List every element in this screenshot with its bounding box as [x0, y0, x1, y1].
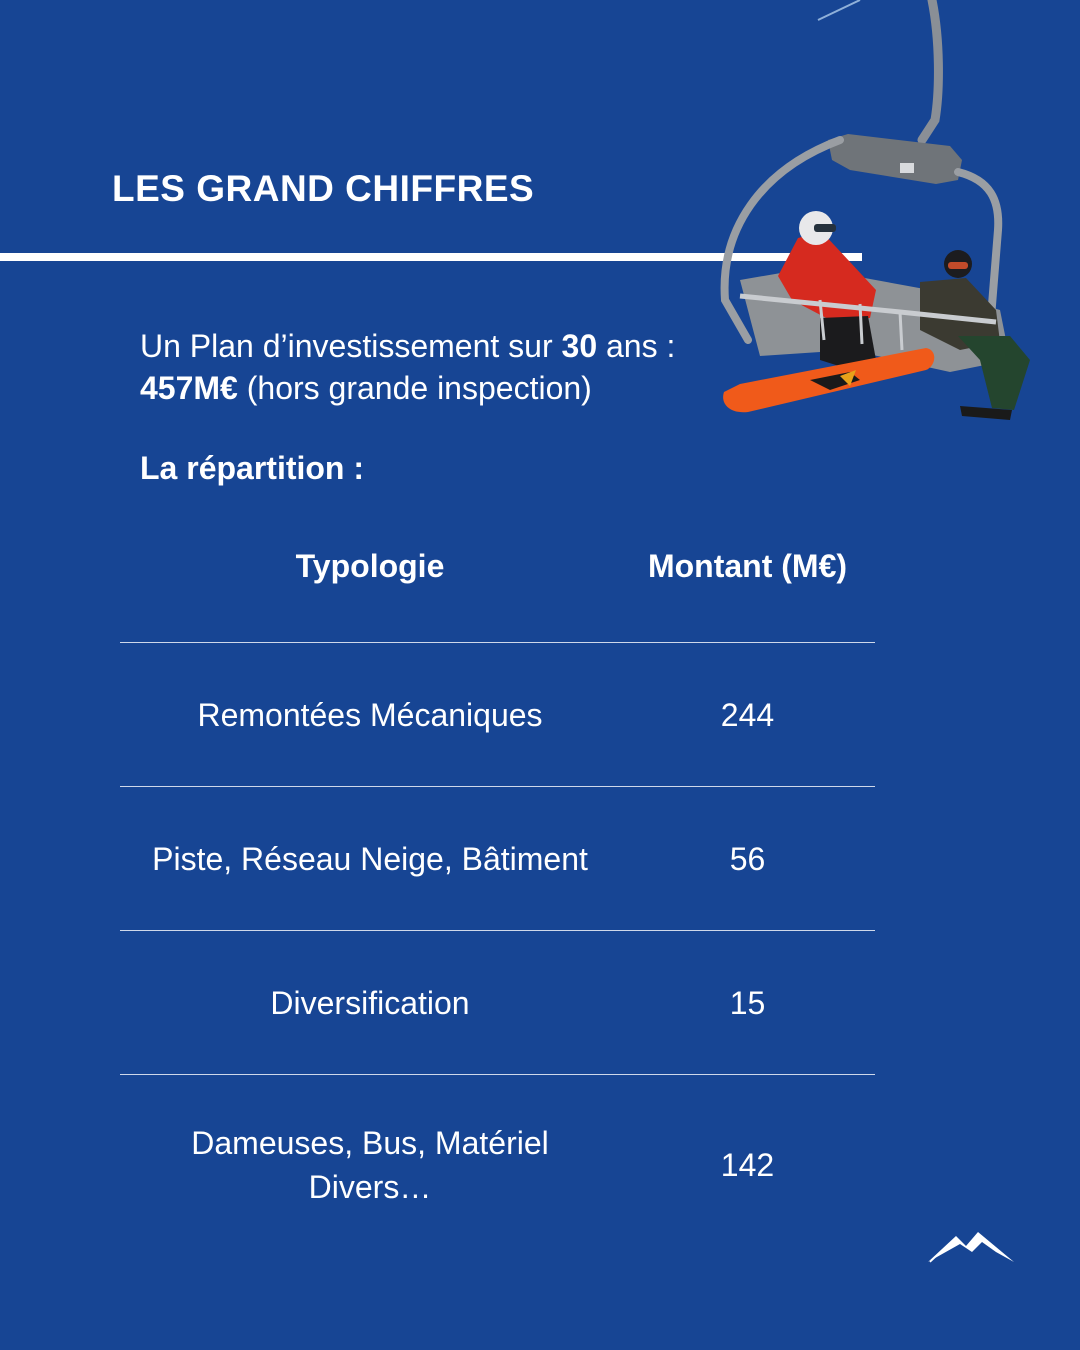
page-title: LES GRAND CHIFFRES — [112, 168, 535, 209]
montant-cell: 244 — [720, 696, 775, 733]
investment-line-1 — [140, 325, 675, 367]
typologie-cell: Remontées Mécaniques — [197, 696, 543, 733]
total-amount: 457M€ — [140, 370, 238, 406]
duration-value: 30 — [561, 328, 598, 364]
table-row — [120, 930, 875, 1074]
typologie-cell: Piste, Réseau Neige, Bâtiment — [152, 840, 588, 877]
typologie-cell: Dameuses, Bus, Matériel Divers… — [191, 1125, 549, 1205]
montant-cell: 142 — [720, 1147, 775, 1183]
montant-cell: 56 — [729, 840, 766, 877]
investment-line-2 — [140, 367, 675, 409]
mountain-icon — [926, 1228, 1016, 1266]
typologie-cell: Diversification — [270, 984, 470, 1021]
intro-suffix: ans : — [597, 328, 676, 364]
total-note: (hors grande inspection) — [237, 370, 592, 406]
section-heading: La répartition : — [140, 450, 365, 486]
table-row — [120, 1074, 875, 1255]
column-header-montant: Montant (M€) — [647, 548, 848, 584]
table-header — [120, 530, 875, 642]
intro-text: Un Plan d’investissement sur — [140, 328, 562, 364]
breakdown-table — [120, 530, 875, 1255]
montant-cell: 15 — [729, 984, 766, 1021]
column-header-typologie: Typologie — [295, 548, 445, 584]
chairlift-photo — [700, 0, 1060, 430]
investment-summary — [140, 325, 675, 409]
table-row — [120, 786, 875, 930]
table-row — [120, 642, 875, 786]
